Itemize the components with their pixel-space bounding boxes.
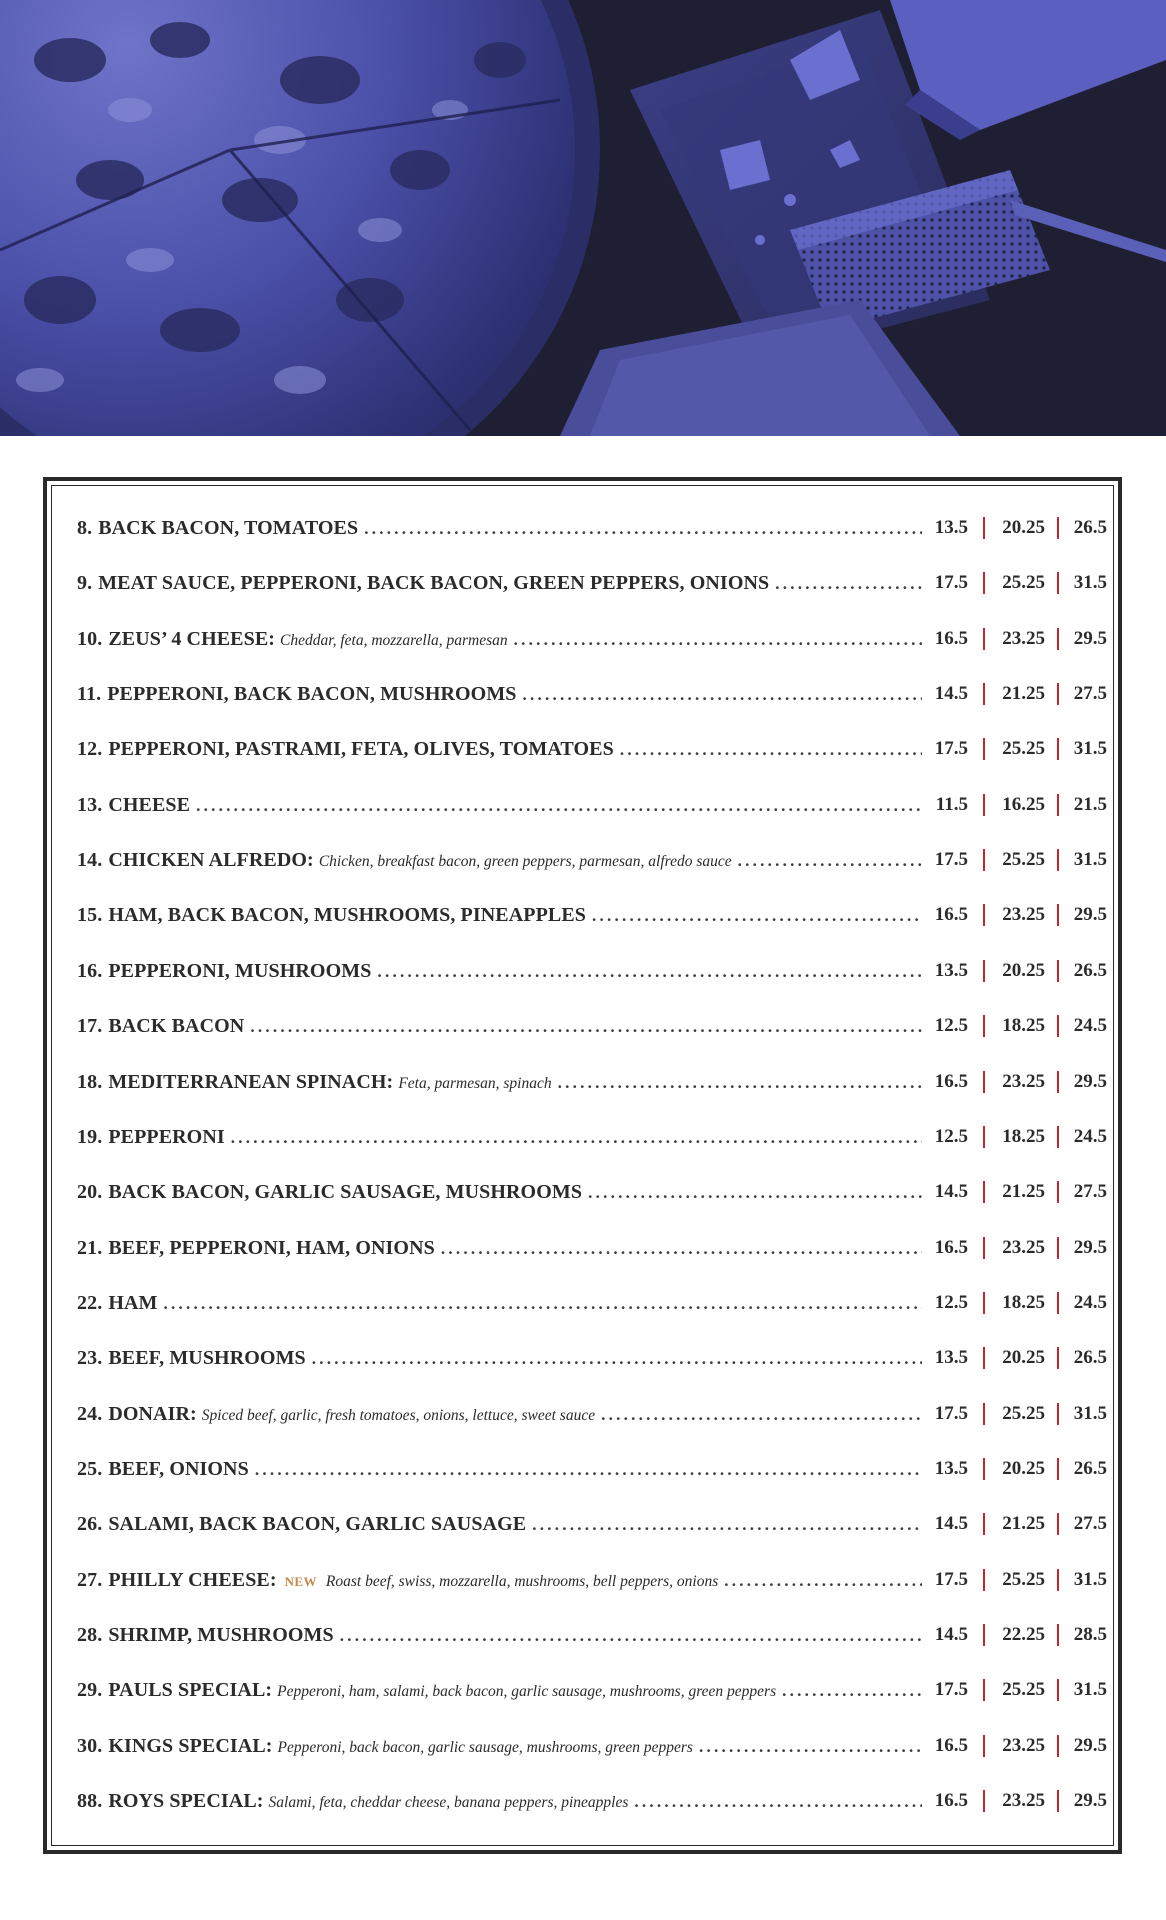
- menu-item-name: HAM: [108, 1291, 158, 1314]
- price-separator: [983, 1790, 985, 1812]
- menu-item-title: [77, 1228, 926, 1268]
- menu-item-title: [77, 1283, 926, 1323]
- menu-item-number: 25.: [77, 1457, 103, 1480]
- menu-frame: [43, 477, 1122, 1854]
- price-medium: 20.25: [1002, 1347, 1045, 1369]
- menu-item-name: ZEUS’ 4 CHEESE:: [108, 627, 276, 650]
- price-separator: [1057, 1237, 1059, 1259]
- price-large: 26.5: [1073, 517, 1107, 538]
- menu-item: [77, 1560, 1107, 1600]
- menu-item-number: 22.: [77, 1291, 103, 1314]
- price-large: 29.5: [1073, 627, 1107, 649]
- menu-item-number: 28.: [77, 1624, 103, 1646]
- price-separator: [1057, 1679, 1059, 1701]
- price-separator: [983, 1071, 985, 1093]
- menu-item-title: [77, 1062, 926, 1102]
- dot-leader: [255, 1450, 922, 1489]
- dot-leader: [634, 1782, 922, 1821]
- pizza-menu-list: [52, 486, 1113, 1845]
- menu-item-name: PEPPERONI: [108, 1125, 225, 1148]
- menu-item-title: [77, 1006, 926, 1046]
- price-medium: 21.25: [1002, 683, 1045, 705]
- dot-leader: [592, 896, 922, 935]
- price-medium: 18.25: [1002, 1125, 1045, 1147]
- menu-item-title: [77, 1172, 926, 1212]
- dot-leader: [782, 1671, 922, 1710]
- price-medium: 23.25: [1002, 1236, 1045, 1258]
- price-separator: [983, 628, 985, 650]
- price-separator: [983, 1513, 985, 1535]
- price-medium: 25.25: [1002, 849, 1045, 871]
- menu-item: [77, 1394, 1107, 1434]
- menu-item-number: 29.: [77, 1679, 103, 1702]
- dot-leader: [724, 1561, 922, 1600]
- price-separator: [983, 1403, 985, 1425]
- dot-leader: [775, 564, 922, 603]
- menu-item-title: [77, 1394, 926, 1434]
- menu-item-number: 24.: [77, 1402, 103, 1425]
- price-large: 29.5: [1073, 1070, 1107, 1092]
- price-medium: 18.25: [1002, 1291, 1045, 1313]
- price-medium: 25.25: [1002, 1568, 1045, 1590]
- price-separator: [1057, 1569, 1059, 1591]
- price-large: 31.5: [1073, 849, 1107, 871]
- menu-item: [77, 1781, 1107, 1821]
- price-medium: 21.25: [1002, 1513, 1045, 1535]
- new-badge: NEW: [284, 1573, 317, 1589]
- menu-item-name: BACK BACON, TOMATOES: [98, 517, 359, 539]
- price-small: 12.5: [934, 1125, 968, 1147]
- price-large: 31.5: [1073, 738, 1107, 760]
- menu-item-title: [77, 619, 926, 659]
- dot-leader: [558, 1063, 922, 1102]
- menu-item-title: [77, 951, 926, 991]
- dot-leader: [532, 1505, 922, 1544]
- dot-leader: [514, 620, 922, 659]
- dot-leader: [312, 1339, 922, 1378]
- price-small: 17.5: [934, 738, 968, 760]
- price-large: 24.5: [1073, 1125, 1107, 1147]
- dot-leader: [699, 1727, 922, 1766]
- price-separator: [983, 1015, 985, 1037]
- menu-item-description: Chicken, breakfast bacon, green peppers, parmesan, alfredo sauce: [318, 853, 732, 871]
- price-large: 26.5: [1073, 959, 1107, 981]
- pizza-photo-illustration: [0, 0, 1166, 436]
- price-separator: [983, 1735, 985, 1757]
- menu-item-number: 18.: [77, 1070, 103, 1093]
- menu-item-number: 88.: [77, 1790, 103, 1813]
- price-medium: 21.25: [1002, 1181, 1045, 1203]
- menu-item-name: BACK BACON, GARLIC SAUSAGE, MUSHROOMS: [108, 1181, 583, 1204]
- menu-item-number: 21.: [77, 1236, 103, 1259]
- price-separator: [983, 1569, 985, 1591]
- price-separator: [1057, 960, 1059, 982]
- price-separator: [1057, 1403, 1059, 1425]
- menu-item-title: [77, 1449, 926, 1489]
- price-separator: [983, 1679, 985, 1701]
- price-separator: [1057, 1015, 1059, 1037]
- dot-leader: [738, 841, 922, 880]
- price-small: 14.5: [934, 1624, 968, 1645]
- menu-item-title: [77, 674, 926, 714]
- price-separator: [1057, 794, 1059, 816]
- price-small: 16.5: [934, 1790, 968, 1812]
- price-small: 16.5: [934, 627, 968, 649]
- price-medium: 20.25: [1002, 1457, 1045, 1479]
- menu-item-title: [77, 1781, 926, 1821]
- price-small: 14.5: [934, 683, 968, 705]
- price-medium: 25.25: [1002, 1402, 1045, 1424]
- menu-item-title: [77, 1670, 926, 1710]
- dot-leader: [441, 1229, 922, 1268]
- price-medium: 22.25: [1002, 1624, 1045, 1645]
- price-large: 29.5: [1073, 1236, 1107, 1258]
- menu-item-number: 11.: [77, 683, 102, 706]
- menu-item: [77, 1172, 1107, 1212]
- menu-item-number: 20.: [77, 1181, 103, 1204]
- price-large: 31.5: [1073, 572, 1107, 594]
- price-separator: [983, 904, 985, 926]
- menu-item-title: [77, 1615, 926, 1655]
- menu-item: [77, 840, 1107, 880]
- menu-item-description: Salami, feta, cheddar cheese, banana peppers, pineapples: [268, 1794, 629, 1812]
- price-small: 16.5: [934, 1236, 968, 1258]
- dot-leader: [196, 786, 922, 825]
- menu-item-description: Cheddar, feta, mozzarella, parmesan: [280, 631, 508, 649]
- menu-item: [77, 1504, 1107, 1544]
- menu-item-title: [77, 729, 926, 769]
- menu-item-name: CHEESE: [108, 793, 191, 816]
- menu-item: [77, 1449, 1107, 1489]
- price-small: 16.5: [934, 1070, 968, 1092]
- menu-item: [77, 619, 1107, 659]
- price-small: 13.5: [934, 959, 968, 981]
- price-medium: 18.25: [1002, 1015, 1045, 1037]
- price-separator: [1057, 1126, 1059, 1148]
- menu-item-title: [77, 563, 926, 603]
- menu-item-name: MEDITERRANEAN SPINACH:: [108, 1070, 394, 1093]
- dot-leader: [523, 675, 922, 714]
- price-separator: [1057, 904, 1059, 926]
- menu-item-name: PAULS SPECIAL:: [108, 1679, 273, 1702]
- price-small: 13.5: [934, 1457, 968, 1479]
- price-small: 14.5: [934, 1513, 968, 1535]
- menu-item-number: 16.: [77, 959, 103, 982]
- menu-item-number: 15.: [77, 904, 103, 927]
- price-separator: [1057, 683, 1059, 705]
- price-separator: [1057, 628, 1059, 650]
- price-separator: [983, 683, 985, 705]
- price-separator: [1057, 1624, 1059, 1646]
- menu-item-name: PEPPERONI, PASTRAMI, FETA, OLIVES, TOMATOES: [108, 738, 614, 761]
- menu-item-title: [77, 895, 926, 935]
- dot-leader: [620, 730, 922, 769]
- price-separator: [983, 960, 985, 982]
- price-small: 17.5: [934, 849, 968, 871]
- price-separator: [1057, 572, 1059, 594]
- menu-item-number: 23.: [77, 1347, 103, 1370]
- menu-item-number: 13.: [77, 793, 103, 816]
- price-large: 29.5: [1073, 1734, 1107, 1756]
- menu-item-description: Roast beef, swiss, mozzarella, mushrooms, bell peppers, onions: [325, 1572, 719, 1590]
- menu-item-number: 26.: [77, 1513, 103, 1536]
- menu-item: [77, 1670, 1107, 1710]
- menu-item: [77, 1117, 1107, 1157]
- price-small: 16.5: [934, 904, 968, 926]
- price-large: 24.5: [1073, 1015, 1107, 1037]
- dot-leader: [231, 1118, 922, 1157]
- menu-item: [77, 1338, 1107, 1378]
- menu-item-number: 12.: [77, 738, 103, 761]
- menu-item-number: 10.: [77, 627, 103, 650]
- menu-item-title: [77, 1560, 926, 1600]
- price-separator: [1057, 738, 1059, 760]
- price-small: 17.5: [934, 572, 968, 594]
- menu-item-name: PEPPERONI, BACK BACON, MUSHROOMS: [107, 683, 517, 706]
- price-separator: [1057, 1181, 1059, 1203]
- price-medium: 16.25: [1002, 793, 1045, 815]
- dot-leader: [601, 1395, 922, 1434]
- menu-item: [77, 674, 1107, 714]
- price-large: 28.5: [1073, 1624, 1107, 1645]
- menu-item-number: 27.: [77, 1568, 103, 1591]
- price-separator: [1057, 1458, 1059, 1480]
- price-separator: [983, 517, 985, 539]
- menu-item-name: BACK BACON: [108, 1015, 245, 1038]
- menu-item-title: [77, 1338, 926, 1378]
- menu-item-number: 14.: [77, 849, 103, 872]
- price-separator: [983, 849, 985, 871]
- menu-item-name: PEPPERONI, MUSHROOMS: [108, 959, 372, 982]
- price-separator: [1057, 1513, 1059, 1535]
- menu-item: [77, 729, 1107, 769]
- price-large: 29.5: [1073, 1790, 1107, 1812]
- price-separator: [983, 1347, 985, 1369]
- price-separator: [983, 1181, 985, 1203]
- menu-item-number: 8.: [77, 517, 93, 539]
- price-medium: 23.25: [1002, 904, 1045, 926]
- price-separator: [983, 738, 985, 760]
- price-large: 27.5: [1073, 1513, 1107, 1535]
- price-large: 31.5: [1073, 1679, 1107, 1701]
- price-small: 17.5: [934, 1679, 968, 1701]
- hero-photo: [0, 0, 1166, 436]
- dot-leader: [377, 952, 922, 991]
- dot-leader: [340, 1616, 922, 1655]
- price-medium: 23.25: [1002, 1734, 1045, 1756]
- menu-item-description: Pepperoni, ham, salami, back bacon, garlic sausage, mushrooms, green peppers: [277, 1683, 777, 1701]
- price-large: 31.5: [1073, 1402, 1107, 1424]
- menu-item: [77, 785, 1107, 825]
- menu-item-number: 19.: [77, 1125, 103, 1148]
- price-small: 14.5: [934, 1181, 968, 1203]
- price-small: 16.5: [934, 1734, 968, 1756]
- price-separator: [983, 794, 985, 816]
- menu-item-name: SHRIMP, MUSHROOMS: [108, 1624, 334, 1646]
- menu-item-title: [77, 508, 926, 548]
- menu-item-name: BEEF, MUSHROOMS: [108, 1347, 306, 1370]
- price-separator: [1057, 1347, 1059, 1369]
- menu-item-name: PHILLY CHEESE:: [108, 1568, 277, 1591]
- menu-item-title: [77, 1504, 926, 1544]
- price-separator: [983, 1292, 985, 1314]
- price-medium: 23.25: [1002, 627, 1045, 649]
- menu-item: [77, 1726, 1107, 1766]
- menu-item-number: 17.: [77, 1015, 103, 1038]
- price-separator: [1057, 1735, 1059, 1757]
- menu-item-number: 30.: [77, 1734, 103, 1757]
- menu-item-name: SALAMI, BACK BACON, GARLIC SAUSAGE: [108, 1513, 527, 1536]
- menu-item-name: BEEF, PEPPERONI, HAM, ONIONS: [108, 1236, 435, 1259]
- menu-item: [77, 508, 1107, 548]
- dot-leader: [164, 1284, 923, 1323]
- price-medium: 25.25: [1002, 738, 1045, 760]
- menu-item: [77, 1615, 1107, 1655]
- menu-item-title: [77, 1726, 926, 1766]
- menu-item-title: [77, 840, 926, 880]
- price-large: 24.5: [1073, 1291, 1107, 1313]
- menu-item-name: DONAIR:: [108, 1402, 197, 1425]
- price-small: 13.5: [934, 517, 968, 538]
- price-separator: [983, 1458, 985, 1480]
- dot-leader: [250, 1007, 922, 1046]
- price-large: 27.5: [1073, 1181, 1107, 1203]
- menu-item-number: 9.: [77, 572, 93, 595]
- price-large: 29.5: [1073, 904, 1107, 926]
- price-large: 26.5: [1073, 1457, 1107, 1479]
- menu-item-name: KINGS SPECIAL:: [108, 1734, 273, 1757]
- price-small: 12.5: [934, 1291, 968, 1313]
- price-medium: 25.25: [1002, 1679, 1045, 1701]
- price-separator: [983, 1624, 985, 1646]
- price-large: 27.5: [1073, 683, 1107, 705]
- menu-item-name: BEEF, ONIONS: [108, 1457, 249, 1480]
- menu-item: [77, 951, 1107, 991]
- price-small: 12.5: [934, 1015, 968, 1037]
- menu-item-title: [77, 1117, 926, 1157]
- menu-item: [77, 1283, 1107, 1323]
- price-small: 11.5: [935, 793, 968, 815]
- menu-item: [77, 1006, 1107, 1046]
- price-separator: [1057, 1292, 1059, 1314]
- menu-inner-border: [51, 485, 1114, 1846]
- price-separator: [983, 1237, 985, 1259]
- dot-leader: [364, 509, 922, 548]
- price-medium: 20.25: [1002, 517, 1045, 538]
- price-medium: 23.25: [1002, 1070, 1045, 1092]
- menu-item-description: Feta, parmesan, spinach: [398, 1074, 552, 1092]
- menu-item-name: ROYS SPECIAL:: [108, 1790, 264, 1813]
- price-separator: [1057, 517, 1059, 539]
- dot-leader: [588, 1173, 922, 1212]
- price-large: 21.5: [1073, 793, 1107, 815]
- price-separator: [983, 572, 985, 594]
- price-separator: [1057, 1790, 1059, 1812]
- price-medium: 25.25: [1002, 572, 1045, 594]
- price-medium: 20.25: [1002, 959, 1045, 981]
- menu-item-description: Pepperoni, back bacon, garlic sausage, mushrooms, green peppers: [277, 1738, 693, 1756]
- menu-item-description: Spiced beef, garlic, fresh tomatoes, onions, lettuce, sweet sauce: [201, 1406, 596, 1424]
- price-large: 26.5: [1073, 1347, 1107, 1369]
- menu-item-name: HAM, BACK BACON, MUSHROOMS, PINEAPPLES: [108, 904, 587, 927]
- menu-item: [77, 1228, 1107, 1268]
- price-small: 13.5: [934, 1347, 968, 1369]
- menu-item: [77, 895, 1107, 935]
- price-separator: [1057, 849, 1059, 871]
- price-small: 17.5: [934, 1568, 968, 1590]
- menu-item: [77, 563, 1107, 603]
- menu-item: [77, 1062, 1107, 1102]
- menu-item-title: [77, 785, 926, 825]
- menu-item-name: CHICKEN ALFREDO:: [108, 849, 314, 872]
- price-separator: [983, 1126, 985, 1148]
- price-large: 31.5: [1073, 1568, 1107, 1590]
- price-separator: [1057, 1071, 1059, 1093]
- price-medium: 23.25: [1002, 1790, 1045, 1812]
- price-small: 17.5: [934, 1402, 968, 1424]
- menu-item-name: MEAT SAUCE, PEPPERONI, BACK BACON, GREEN PEPPERS, ONIONS: [98, 572, 770, 595]
